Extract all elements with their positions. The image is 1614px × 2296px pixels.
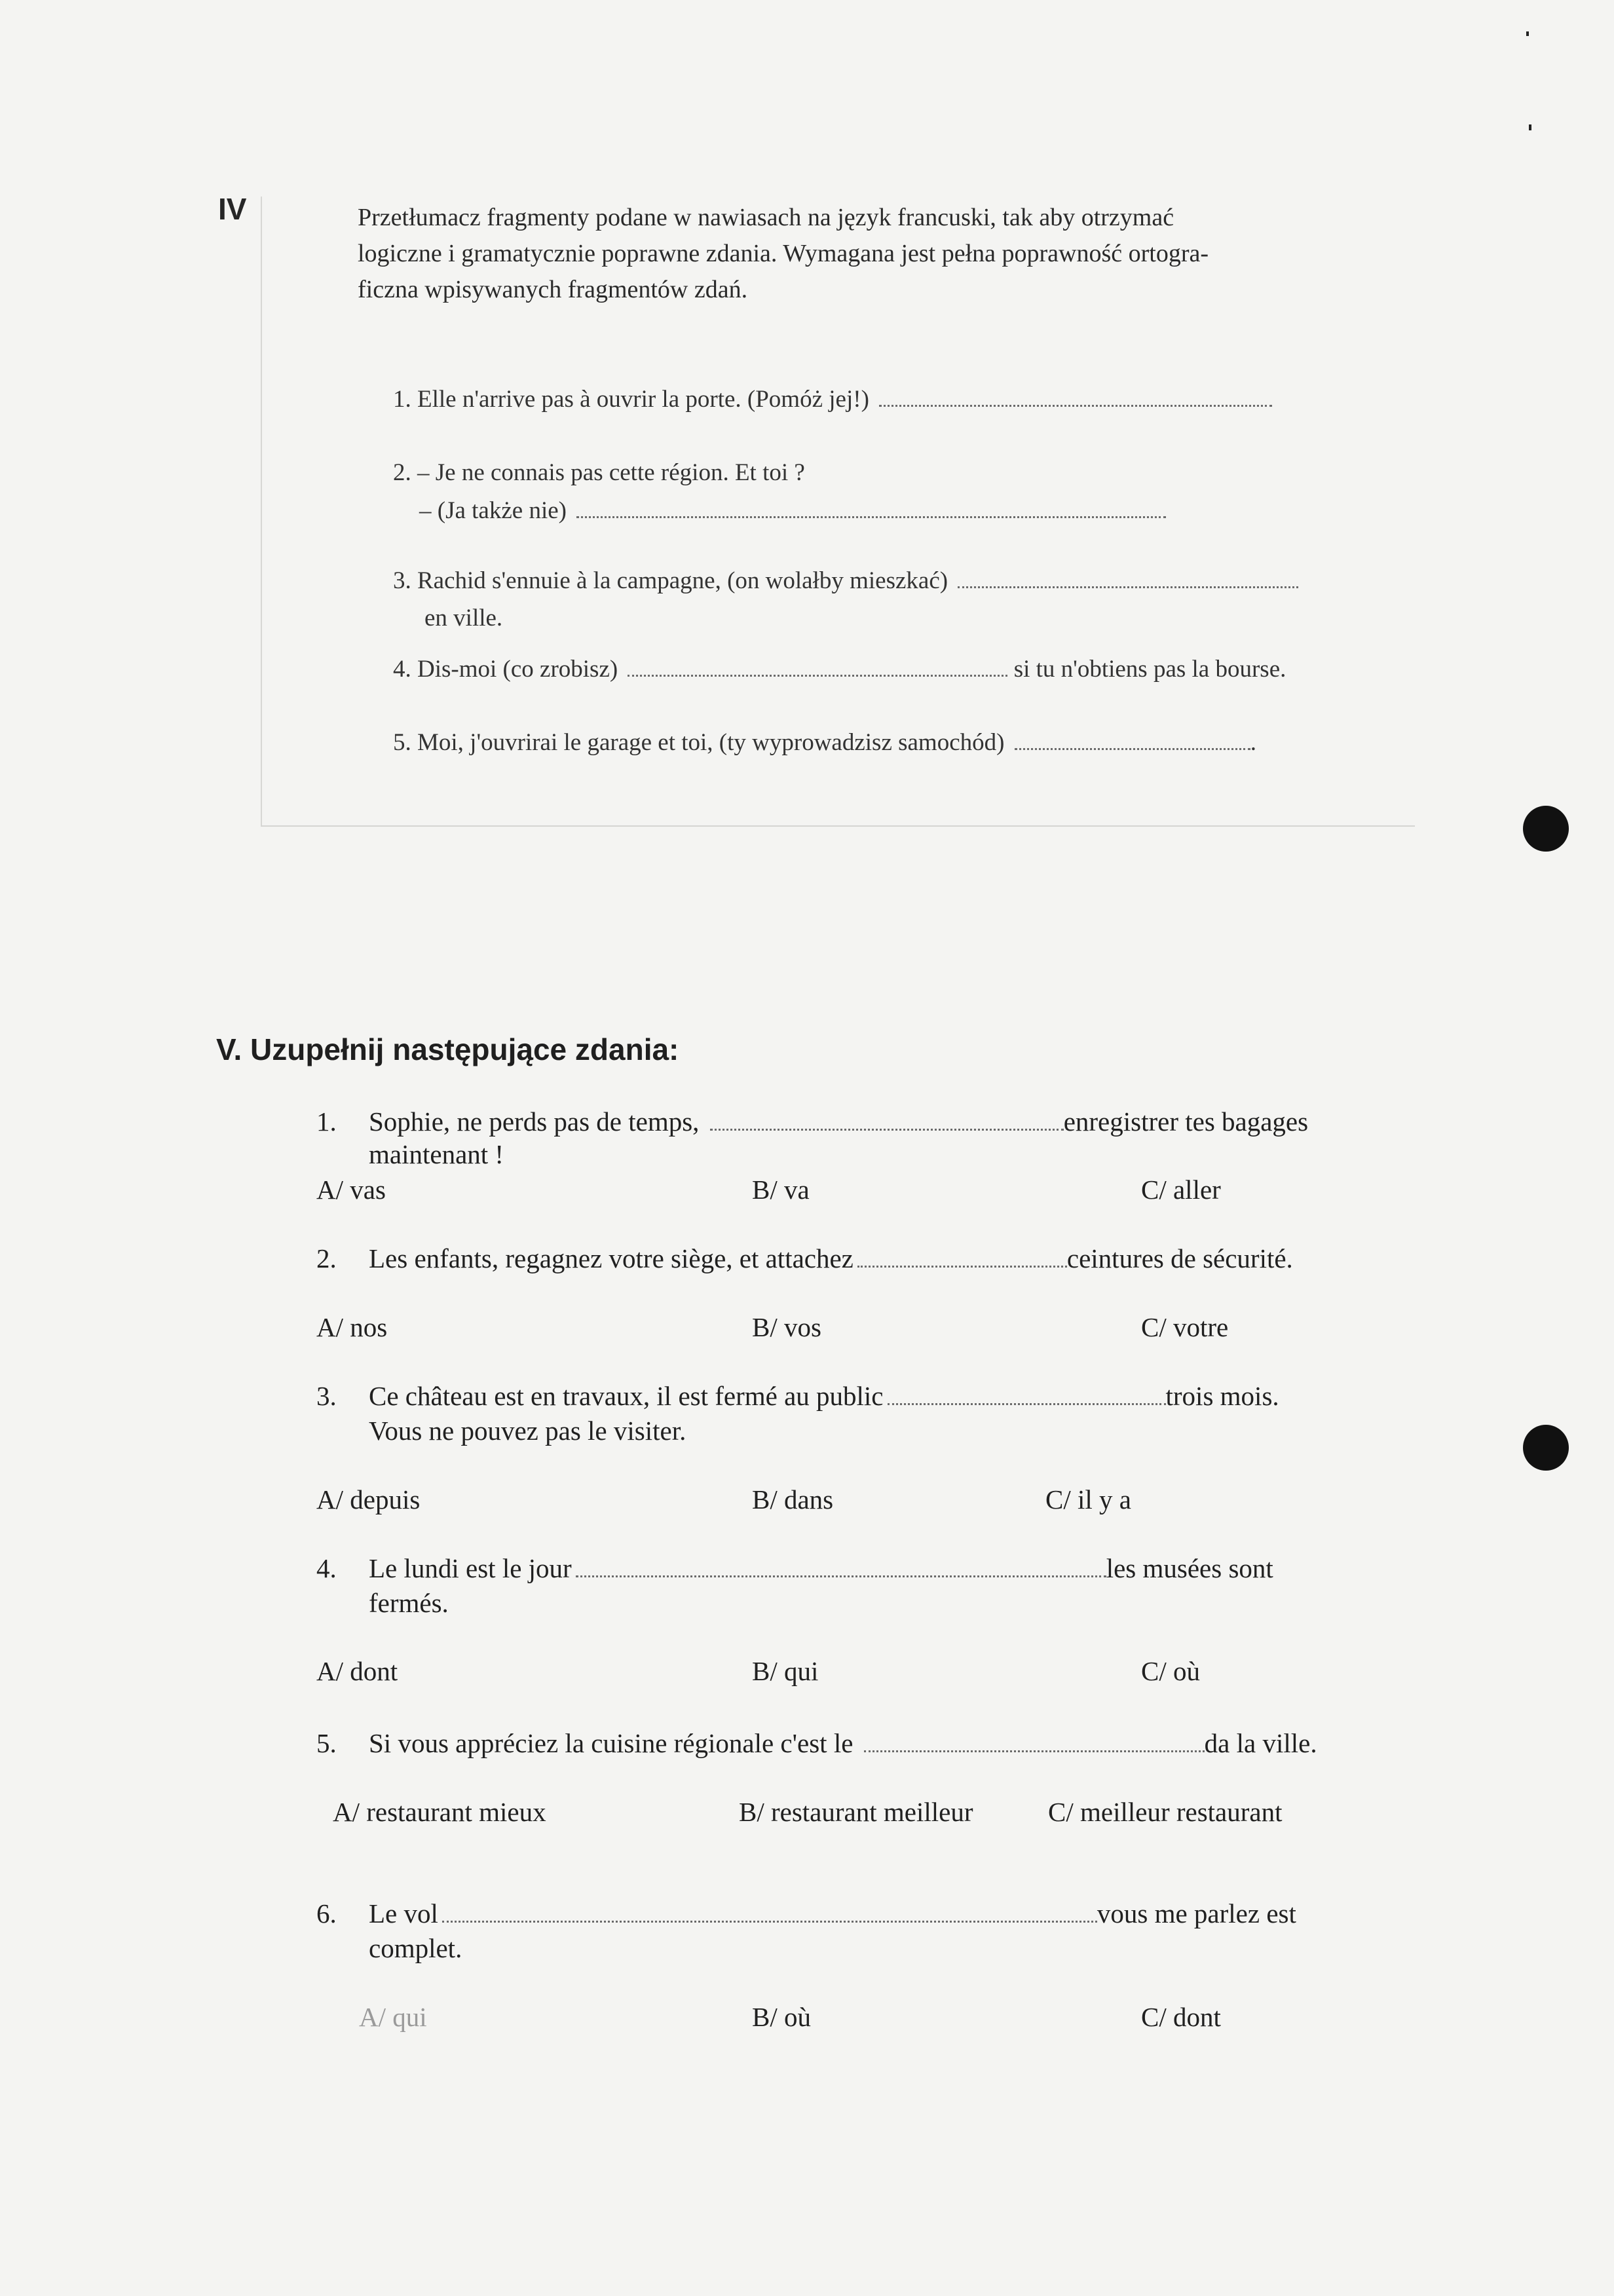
section-4-numeral: IV xyxy=(218,192,247,226)
option[interactable]: A/ restaurant mieux xyxy=(333,1797,546,1827)
option[interactable]: B/ restaurant meilleur xyxy=(739,1797,973,1827)
punch-hole-top xyxy=(1523,806,1569,852)
question-text: Vous ne pouvez pas le visiter. xyxy=(369,1416,686,1446)
option[interactable]: A/ qui xyxy=(359,2002,427,2032)
question-text: vous me parlez est xyxy=(1097,1898,1296,1929)
punch-hole-bottom xyxy=(1523,1425,1569,1471)
item-text: 3. Rachid s'ennuie à la campagne, (on wolałby mieszkać) xyxy=(393,567,948,594)
answer-blank[interactable] xyxy=(442,1920,1097,1923)
answer-blank[interactable] xyxy=(1015,747,1250,750)
question-number: 3. xyxy=(316,1381,337,1411)
scan-speck xyxy=(1526,31,1529,36)
question-number: 6. xyxy=(316,1898,337,1929)
option[interactable]: C/ où xyxy=(1141,1656,1200,1686)
option[interactable]: B/ vos xyxy=(752,1312,821,1342)
instruction-line: Przetłumacz fragmenty podane w nawiasach na język francuski, tak aby otrzymać xyxy=(358,204,1174,231)
item-text: 4. Dis-moi (co zrobisz) xyxy=(393,656,618,683)
option[interactable]: C/ aller xyxy=(1141,1175,1221,1205)
section-4-instruction xyxy=(358,200,1432,308)
option[interactable]: C/ votre xyxy=(1141,1312,1229,1342)
option[interactable]: B/ où xyxy=(752,2002,811,2032)
question-text: fermés. xyxy=(369,1588,449,1618)
option[interactable]: A/ depuis xyxy=(316,1484,421,1515)
answer-blank[interactable] xyxy=(864,1750,1205,1752)
sec4-item-4 xyxy=(393,655,1286,683)
item-text: en ville. xyxy=(424,605,503,631)
answer-blank[interactable] xyxy=(628,674,1007,677)
option[interactable]: B/ va xyxy=(752,1175,810,1205)
section-5-title: V. Uzupełnij następujące zdania: xyxy=(216,1032,679,1066)
question-text: les musées sont xyxy=(1106,1553,1273,1583)
option[interactable]: B/ dans xyxy=(752,1484,834,1515)
question-1-cont xyxy=(369,1139,504,1170)
sec4-item-1 xyxy=(393,385,1272,413)
question-text: enregistrer tes bagages xyxy=(1063,1106,1309,1137)
sec4-item-2 xyxy=(393,459,805,487)
sec4-item-5 xyxy=(393,728,1256,757)
item-text: si tu n'obtiens pas la bourse. xyxy=(1013,656,1286,683)
question-text: Les enfants, regagnez votre siège, et attachez xyxy=(369,1243,854,1273)
question-number: 4. xyxy=(316,1553,337,1583)
question-number: 1. xyxy=(316,1106,337,1137)
question-text: da la ville. xyxy=(1204,1728,1317,1758)
question-4-cont xyxy=(369,1587,449,1619)
question-text: Le vol xyxy=(369,1898,438,1929)
instruction-line: ficzna wpisywanych fragmentów zdań. xyxy=(358,276,748,303)
option[interactable]: C/ dont xyxy=(1141,2002,1221,2032)
question-6 xyxy=(316,1898,1296,1929)
option[interactable]: A/ vas xyxy=(316,1175,386,1205)
question-3 xyxy=(316,1380,1279,1412)
question-5 xyxy=(316,1727,1317,1759)
question-number: 2. xyxy=(316,1243,337,1273)
question-number: 5. xyxy=(316,1728,337,1758)
option[interactable]: C/ meilleur restaurant xyxy=(1048,1797,1283,1827)
scan-speck xyxy=(1529,124,1531,130)
answer-blank[interactable] xyxy=(879,404,1272,407)
answer-blank[interactable] xyxy=(857,1265,1067,1268)
option[interactable]: A/ nos xyxy=(316,1312,388,1342)
question-text: complet. xyxy=(369,1933,462,1963)
answer-blank[interactable] xyxy=(576,1575,1106,1577)
answer-blank[interactable] xyxy=(576,516,1166,518)
sec4-item-2-response xyxy=(419,497,1166,525)
answer-blank[interactable] xyxy=(710,1128,1064,1131)
item-text: 1. Elle n'arrive pas à ouvrir la porte. (Pomóż jej!) xyxy=(393,386,869,413)
answer-blank[interactable] xyxy=(888,1402,1166,1405)
question-text: Sophie, ne perds pas de temps, xyxy=(369,1106,706,1137)
item-text: 2. – Je ne connais pas cette région. Et toi ? xyxy=(393,459,805,486)
question-text: Si vous appréciez la cuisine régionale c'est le xyxy=(369,1728,860,1758)
sec4-item-3 xyxy=(393,567,1298,595)
question-text: trois mois. xyxy=(1165,1381,1279,1411)
answer-blank[interactable] xyxy=(958,586,1298,588)
sec4-item-3-cont xyxy=(424,604,502,632)
instruction-line: logiczne i gramatycznie poprawne zdania. Wymagana jest pełna poprawność ortogra- xyxy=(358,240,1209,267)
option[interactable]: A/ dont xyxy=(316,1656,398,1686)
question-text: Le lundi est le jour xyxy=(369,1553,572,1583)
question-text: maintenant ! xyxy=(369,1139,504,1169)
question-2 xyxy=(316,1243,1293,1274)
option[interactable]: B/ qui xyxy=(752,1656,819,1686)
option[interactable]: C/ il y a xyxy=(1045,1484,1131,1515)
question-3-cont xyxy=(369,1415,686,1446)
question-4 xyxy=(316,1553,1273,1584)
question-text: ceintures de sécurité. xyxy=(1066,1243,1293,1273)
item-text: . xyxy=(1250,729,1256,756)
item-text: – (Ja także nie) xyxy=(419,497,567,524)
item-text: 5. Moi, j'ouvrirai le garage et toi, (ty wyprowadzisz samochód) xyxy=(393,729,1005,756)
question-1 xyxy=(316,1106,1308,1137)
question-6-cont xyxy=(369,1932,462,1964)
question-text: Ce château est en travaux, il est fermé au public xyxy=(369,1381,884,1411)
